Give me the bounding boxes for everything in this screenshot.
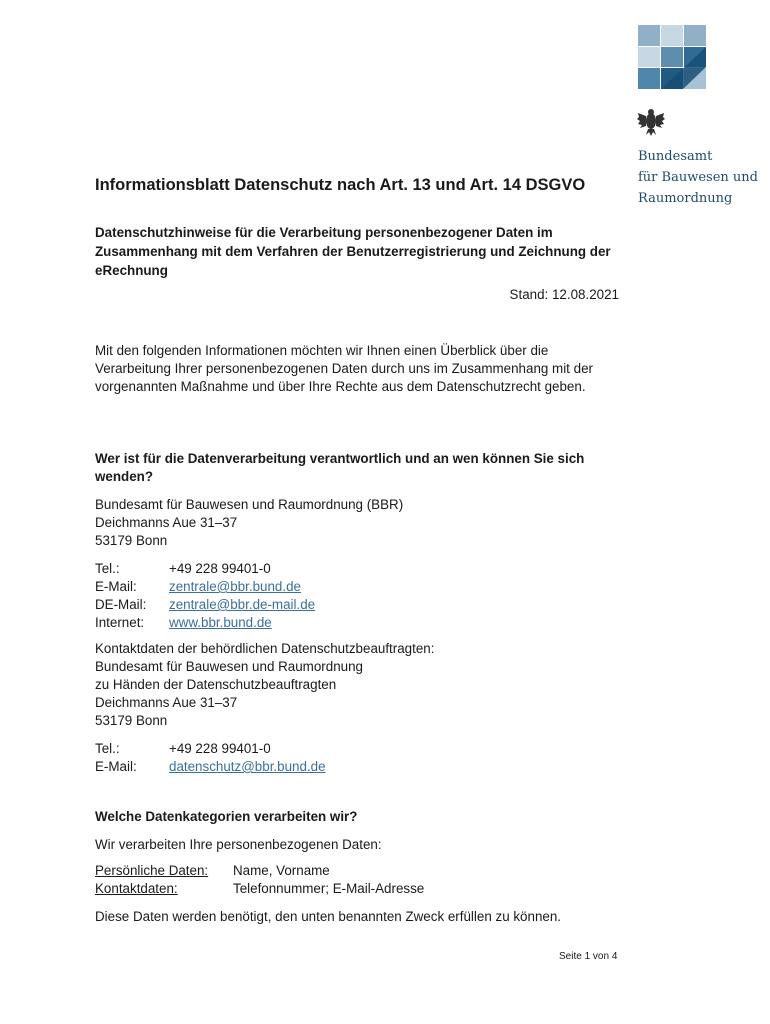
- federal-eagle-icon: [636, 107, 666, 137]
- contact-phone: +49 228 99401-0: [169, 561, 271, 576]
- demail-link[interactable]: zentrale@bbr.de-mail.de: [169, 597, 316, 612]
- org-name-line-1: Bundesamt: [638, 149, 713, 164]
- contact-row: [95, 758, 625, 776]
- dpo-block: [95, 640, 625, 730]
- dpo-line: zu Händen der Datenschutzbeauftragten: [95, 677, 337, 692]
- category-list: [95, 862, 625, 898]
- address-block: [95, 496, 625, 550]
- dpo-email-link[interactable]: datenschutz@bbr.bund.de: [169, 759, 326, 774]
- category-value: Telefonnummer; E-Mail-Adresse: [233, 881, 425, 896]
- section-responsible: [95, 450, 625, 776]
- contact-label: Tel.:: [95, 741, 120, 756]
- dpo-line: Bundesamt für Bauwesen und Raumordnung: [95, 659, 363, 674]
- dpo-contact-list: [95, 740, 625, 776]
- contact-row: [95, 614, 625, 632]
- document-subtitle: Datenschutzhinweise für die Verarbeitung personenbezogener Daten im Zusammenhang mit dem Verfahren der Benutzerregistrierung und Zeichnung der eRechnung: [95, 225, 611, 278]
- dpo-line: 53179 Bonn: [95, 713, 168, 728]
- contact-label: E-Mail:: [95, 579, 137, 594]
- document-date: Stand: 12.08.2021: [509, 287, 619, 302]
- address-line: 53179 Bonn: [95, 533, 168, 548]
- document-title: Informationsblatt Datenschutz nach Art. 13 und Art. 14 DSGVO: [95, 176, 586, 194]
- dpo-line: Kontaktdaten der behördlichen Datenschutzbeauftragten:: [95, 641, 435, 656]
- section-heading: Wer ist für die Datenverarbeitung verantwortlich und an wen können Sie sich wenden?: [95, 451, 585, 484]
- contact-label: Internet:: [95, 615, 145, 630]
- website-link[interactable]: www.bbr.bund.de: [169, 615, 272, 630]
- section-lead: Wir verarbeiten Ihre personenbezogenen Daten:: [95, 837, 382, 852]
- dpo-phone: +49 228 99401-0: [169, 741, 271, 756]
- contact-list: [95, 560, 625, 632]
- org-name-line-3: Raumordnung: [638, 191, 733, 206]
- category-value: Name, Vorname: [233, 863, 330, 878]
- section-heading: Welche Datenkategorien verarbeiten wir?: [95, 809, 358, 824]
- bbr-logo-mark: [638, 25, 706, 89]
- section-closing: Diese Daten werden benötigt, den unten benannten Zweck erfüllen zu können.: [95, 909, 562, 924]
- category-label: Kontaktdaten:: [95, 881, 178, 896]
- contact-row: [95, 578, 625, 596]
- email-link[interactable]: zentrale@bbr.bund.de: [169, 579, 301, 594]
- address-line: Deichmanns Aue 31–37: [95, 515, 238, 530]
- contact-label: DE-Mail:: [95, 597, 147, 612]
- category-row: [95, 862, 625, 880]
- contact-label: E-Mail:: [95, 759, 137, 774]
- intro-paragraph: Mit den folgenden Informationen möchten wir Ihnen einen Überblick über die Verarbeitung Ihrer personenbezogenen Daten durch uns im Zusammenhang mit der vorgenannten Maßnahme und über Ihre Rechte aus dem Datenschutzrecht geben.: [95, 343, 593, 394]
- contact-label: Tel.:: [95, 561, 120, 576]
- category-label: Persönliche Daten:: [95, 863, 209, 878]
- address-line: Bundesamt für Bauwesen und Raumordnung (BBR): [95, 497, 404, 512]
- category-row: [95, 880, 625, 898]
- contact-row: [95, 560, 625, 578]
- dpo-line: Deichmanns Aue 31–37: [95, 695, 238, 710]
- org-name-line-2: für Bauwesen und: [638, 170, 758, 185]
- contact-row: [95, 596, 625, 614]
- contact-row: [95, 740, 625, 758]
- organization-name: [638, 146, 768, 209]
- page-number: Seite 1 von 4: [559, 951, 618, 962]
- section-data-categories: [95, 808, 625, 926]
